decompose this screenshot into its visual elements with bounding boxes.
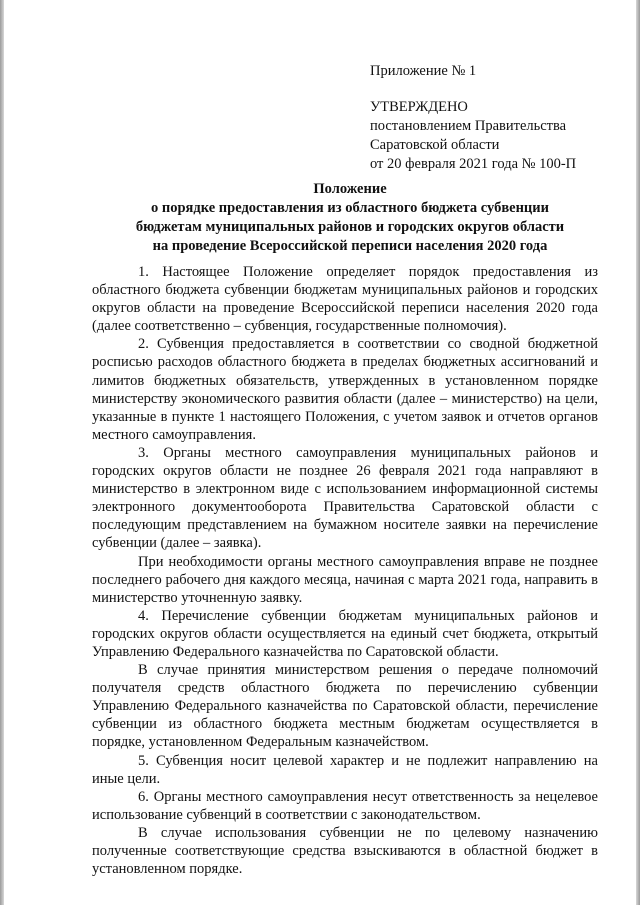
paragraph-2: 2. Субвенция предоставляется в соответствии со сводной бюджетной росписью расходов областного бюджета в пределах бюджетных ассигнований и лимитов бюджетных обязательств, утвержденных в установленном порядке министерству экономического развития области (далее – министерство) на цели, указанные в пункте 1 настоящего Положения, с учетом заявок и отчетов органов местного самоуправления.	[92, 336, 598, 443]
scan-edge-left	[0, 0, 4, 905]
paragraph-4-continued: В случае принятия министерством решения о передаче полномочий получателя средств областного бюджета по перечислению субвенции Управлению Федерального казначейства по Саратовской области, перечисление субвенции из областного бюджета местным бюджетам осуществляется в порядке, установленном Федеральным казначейством.	[92, 662, 598, 751]
approved-date: от 20 февраля 2021 года № 100-П	[370, 156, 577, 172]
document-body	[92, 263, 598, 878]
approval-stamp	[370, 98, 576, 174]
title-line-2: о порядке предоставления из областного бюджета субвенции	[151, 200, 549, 216]
paragraph-5: 5. Субвенция носит целевой характер и не подлежит направлению на иные цели.	[92, 752, 598, 787]
scan-edge-right	[636, 0, 640, 905]
appendix-label: Приложение № 1	[370, 63, 477, 79]
paragraph-6-continued: В случае использования субвенции не по целевому назначению полученные соответствующие средства взыскиваются в областной бюджет в установленном порядке.	[92, 824, 598, 878]
document-title	[60, 180, 640, 256]
paragraph-3-continued: При необходимости органы местного самоуправления вправе не позднее последнего рабочего дня каждого месяца, начиная с марта 2021 года, направить в министерство уточненную заявку.	[92, 553, 598, 606]
title-line-4: на проведение Всероссийской переписи населения 2020 года	[152, 238, 548, 254]
title-line-1: Положение	[313, 181, 387, 197]
paragraph-3: 3. Органы местного самоуправления муниципальных районов и городских округов области не позднее 26 февраля 2021 года направляют в министерство в электронном виде с использованием информационной системы электронного документооборота Правительства Саратовской области с последующим представлением на бумажном носителе заявки на перечисление субвенции (далее – заявка).	[92, 444, 598, 552]
paragraph-4: 4. Перечисление субвенции бюджетам муниципальных районов и городских округов области осуществляется на единый счет бюджета, открытый Управлению Федерального казначейства по Саратовской области.	[92, 607, 598, 660]
paragraph-1: 1. Настоящее Положение определяет порядок предоставления из областного бюджета субвенции бюджетам муниципальных районов и городских округов области на проведение Всероссийской переписи населения 2020 года (далее соответственно – субвенция, государственные полномочия).	[92, 264, 598, 335]
approved-by-line-1: постановлением Правительства	[370, 118, 567, 134]
approved-heading: УТВЕРЖДЕНО	[370, 99, 468, 115]
paragraph-6: 6. Органы местного самоуправления несут ответственность за нецелевое использование субвенций в соответствии с законодательством.	[92, 788, 598, 823]
approved-by-line-2: Саратовской области	[370, 137, 500, 153]
title-line-3: бюджетам муниципальных районов и городских округов области	[135, 219, 565, 235]
